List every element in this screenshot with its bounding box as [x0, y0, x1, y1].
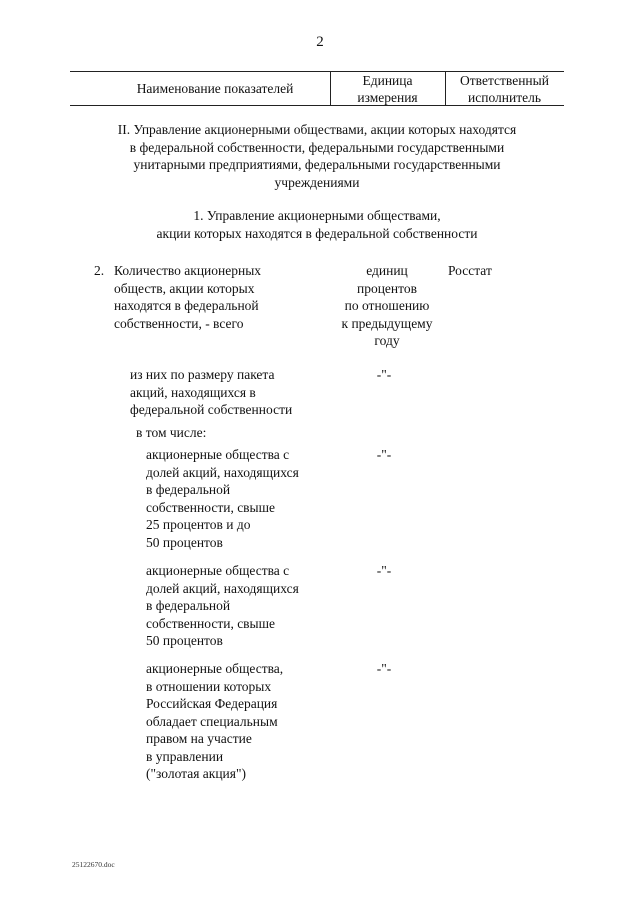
unit-line: по отношению — [344, 298, 430, 313]
indicator-name-line: обществ, акции которых — [114, 280, 255, 296]
header-executor-line2: исполнитель — [468, 90, 541, 105]
including-label: в том числе: — [136, 425, 207, 440]
indicator-name-line: акций, находящихся в — [130, 384, 256, 400]
indicator-name — [130, 366, 330, 419]
subsection-title — [70, 207, 564, 242]
indicator-name-line: собственности, свыше — [146, 499, 276, 515]
indicator-name — [146, 562, 336, 650]
indicator-name-line: собственности, - всего — [114, 315, 244, 331]
indicator-name-line: акционерные общества, — [146, 661, 284, 676]
row-number: 2. — [94, 263, 105, 278]
unit-line: к предыдущему — [341, 315, 433, 331]
indicator-name-line: находятся в федеральной — [114, 298, 259, 313]
page-number: 2 — [316, 34, 324, 50]
indicator-name-line: 25 процентов и до — [146, 517, 251, 532]
indicator-name-line: обладает специальным — [146, 713, 278, 729]
indicator-name-line: долей акций, находящихся — [146, 464, 299, 480]
header-unit-line1: Единица — [362, 73, 413, 88]
indicator-name-line: федеральной собственности — [130, 402, 293, 417]
footer-file-id: 25122670.doc — [72, 860, 115, 869]
indicator-name-line: в управлении — [146, 748, 224, 764]
indicator-name — [146, 446, 336, 551]
indicator-name-line: в федеральной — [146, 482, 231, 497]
indicator-name-line: 50 процентов — [146, 534, 223, 550]
header-executor — [445, 72, 564, 106]
section-title-line: в федеральной собственности, федеральными государственными — [129, 139, 505, 155]
section-title-line: унитарными предприятиями, федеральными государственными — [133, 157, 501, 172]
indicator-name-line: акционерные общества с — [146, 447, 290, 462]
indicator-name-line: собственности, свыше — [146, 615, 276, 631]
indicator-name-line: Российская Федерация — [146, 696, 278, 711]
header-indicator-name: Наименование показателей — [136, 81, 294, 96]
unit-line: году — [374, 333, 400, 348]
indicator-name — [146, 660, 336, 783]
unit-cell — [332, 262, 442, 350]
unit-line: процентов — [356, 280, 417, 296]
header-unit — [330, 72, 445, 106]
indicator-name — [114, 262, 314, 332]
header-unit-line2: измерения — [357, 90, 418, 105]
indicator-name-line: правом на участие — [146, 731, 252, 746]
indicator-name-line: 50 процентов — [146, 633, 223, 648]
section-title — [70, 121, 564, 191]
indicator-name-line: в отношении которых — [146, 678, 272, 694]
subsection-title-line: акции которых находятся в федеральной собственности — [156, 225, 478, 241]
section-title-line: II. Управление акционерными обществами, акции которых находятся — [117, 122, 517, 137]
section-title-line: учреждениями — [274, 174, 360, 190]
unit-ditto-mark: -"- — [376, 563, 392, 578]
unit-ditto-mark: -"- — [376, 447, 392, 462]
indicator-name-line: из них по размеру пакета — [130, 367, 275, 382]
indicator-name-line: акционерные общества с — [146, 563, 290, 578]
indicator-name-line: в федеральной — [146, 598, 231, 613]
subsection-title-line: 1. Управление акционерными обществами, — [193, 208, 441, 223]
executor-cell: Росстат — [448, 263, 492, 278]
unit-line: единиц — [366, 263, 408, 278]
unit-ditto-mark: -"- — [376, 661, 392, 676]
unit-ditto-mark: -"- — [376, 367, 392, 382]
indicator-name-line: Количество акционерных — [114, 263, 262, 278]
indicator-name-line: долей акций, находящихся — [146, 580, 299, 596]
indicator-name-line: ("золотая акция") — [146, 766, 246, 781]
header-executor-line1: Ответственный — [460, 73, 549, 88]
